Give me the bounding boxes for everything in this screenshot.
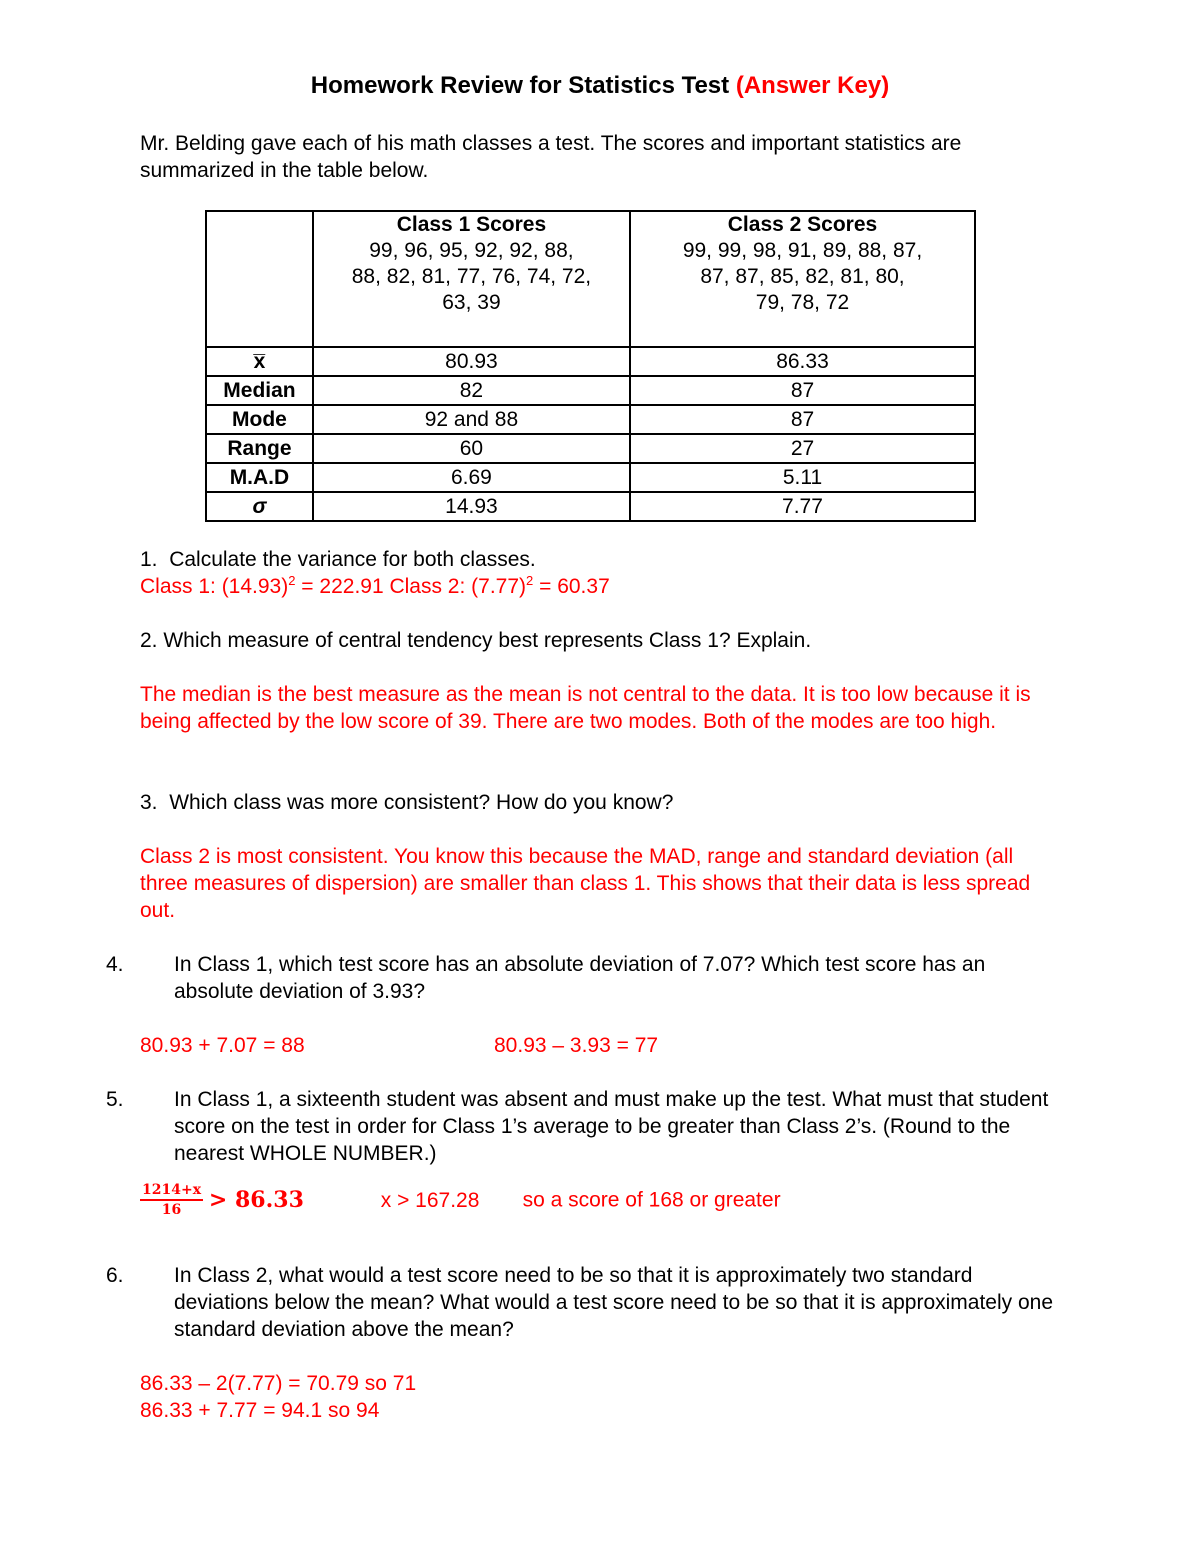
statistics-table: [205, 210, 976, 522]
question-text: In Class 1, a sixteenth student was absent and must make up the test. What must that student score on the test in order for Class 1’s average to be greater than Class 2’s. (Round to the nearest WHOLE NUMBER.): [174, 1088, 1049, 1165]
question-2-answer: The median is the best measure as the mean is not central to the data. It is too low because it is being affected by the low score of 39. There are two modes. Both of the modes are too high.: [140, 683, 1031, 733]
class1-value: 60: [313, 434, 630, 463]
class1-value: 80.93: [313, 347, 630, 376]
class1-scores-cell: [313, 211, 630, 347]
class2-scores-line: 87, 87, 85, 82, 81, 80,: [700, 265, 905, 288]
question-6-answer-b: 86.33 + 7.77 = 94.1 so 94: [140, 1399, 380, 1422]
answer-part: x > 167.28: [380, 1188, 480, 1212]
class2-scores-line: 79, 78, 72: [755, 291, 850, 314]
fraction-denominator: 16: [161, 1202, 182, 1218]
table-row-mad: [206, 463, 975, 492]
answer-part: Class 1: (14.93): [140, 575, 289, 598]
class2-value: 5.11: [630, 463, 975, 492]
table-row-mean: [206, 347, 975, 376]
answer-part: 80.93 – 3.93 = 77: [494, 1034, 659, 1057]
class2-heading: Class 2 Scores: [727, 213, 878, 236]
question-5-answer: [140, 1181, 1060, 1227]
question-6-answer-a: 86.33 – 2(7.77) = 70.79 so 71: [140, 1372, 417, 1395]
fraction-numerator: 1214+x: [140, 1181, 203, 1201]
question-number: 5.: [106, 1088, 124, 1111]
class2-value: 87: [630, 405, 975, 434]
question-2: [140, 627, 1060, 735]
class1-heading: Class 1 Scores: [396, 213, 547, 236]
question-1: [140, 546, 1060, 600]
question-number: 4.: [106, 953, 124, 976]
question-1-prompt: [140, 546, 1060, 573]
table-row-mode: [206, 405, 975, 434]
question-number: 6.: [106, 1264, 124, 1287]
question-2-prompt: 2. Which measure of central tendency best represents Class 1? Explain.: [140, 629, 812, 652]
question-4: [106, 951, 1060, 1059]
row-label: x̅: [206, 347, 313, 376]
exponent: 2: [526, 573, 534, 588]
row-label: Range: [206, 434, 313, 463]
question-4-answer: [140, 1032, 1060, 1059]
question-3-answer: Class 2 is most consistent. You know this because the MAD, range and standard deviation (all three measures of dispersion) are smaller than class 1. This shows that their data is less spread out.: [140, 845, 1031, 922]
class2-value: 87: [630, 376, 975, 405]
question-6: [106, 1262, 1060, 1424]
class1-value: 6.69: [313, 463, 630, 492]
row-label: Mode: [206, 405, 313, 434]
row-label: Median: [206, 376, 313, 405]
title-answer-key: (Answer Key): [735, 72, 890, 99]
question-3: [140, 789, 1060, 924]
class2-scores-cell: [630, 211, 975, 347]
question-1-answer: [140, 573, 1060, 600]
answer-part: 80.93 + 7.07 = 88: [140, 1034, 305, 1057]
question-number: 1.: [140, 548, 158, 571]
answer-part: = 60.37: [533, 575, 610, 598]
page-title: [0, 72, 1200, 100]
answer-part: so a score of 168 or greater: [522, 1188, 781, 1212]
table-row-range: [206, 434, 975, 463]
title-main: Homework Review for Statistics Test: [310, 72, 730, 99]
intro-paragraph: Mr. Belding gave each of his math classes a test. The scores and important statistics are summarized in the table below.: [140, 132, 962, 182]
class1-value: 92 and 88: [313, 405, 630, 434]
inequality: > 86.33: [208, 1186, 304, 1213]
question-6-prompt: [106, 1262, 1060, 1343]
question-number: 3.: [140, 791, 158, 814]
class1-value: 82: [313, 376, 630, 405]
exponent: 2: [288, 573, 296, 588]
class1-scores-line: 99, 96, 95, 92, 92, 88,: [369, 239, 574, 262]
class2-scores-line: 99, 99, 98, 91, 89, 88, 87,: [682, 239, 923, 262]
class2-value: 86.33: [630, 347, 975, 376]
table-header-row: [206, 211, 975, 347]
class1-scores-line: 63, 39: [442, 291, 501, 314]
question-4-prompt: [106, 951, 1060, 1005]
row-label: σ: [206, 492, 313, 521]
class1-scores-line: 88, 82, 81, 77, 76, 74, 72,: [351, 265, 592, 288]
question-text: In Class 1, which test score has an absolute deviation of 7.07? Which test score has an absolute deviation of 3.93?: [174, 953, 986, 1003]
answer-part: = 222.91 Class 2: (7.77): [295, 575, 527, 598]
question-text: Calculate the variance for both classes.: [169, 548, 536, 571]
question-5: [106, 1086, 1060, 1227]
question-text: Which class was more consistent? How do you know?: [169, 791, 674, 814]
question-text: In Class 2, what would a test score need to be so that it is approximately two standard deviations below the mean? What would a test score need to be so that it is approximately one standard deviation above the mean?: [174, 1264, 1054, 1341]
question-5-prompt: [106, 1086, 1060, 1167]
row-label: M.A.D: [206, 463, 313, 492]
table-row-stddev: [206, 492, 975, 521]
class1-value: 14.93: [313, 492, 630, 521]
question-3-prompt: [140, 789, 1060, 816]
table-corner-cell: [206, 211, 313, 347]
class2-value: 27: [630, 434, 975, 463]
table-row-median: [206, 376, 975, 405]
fraction: [140, 1181, 203, 1219]
class2-value: 7.77: [630, 492, 975, 521]
